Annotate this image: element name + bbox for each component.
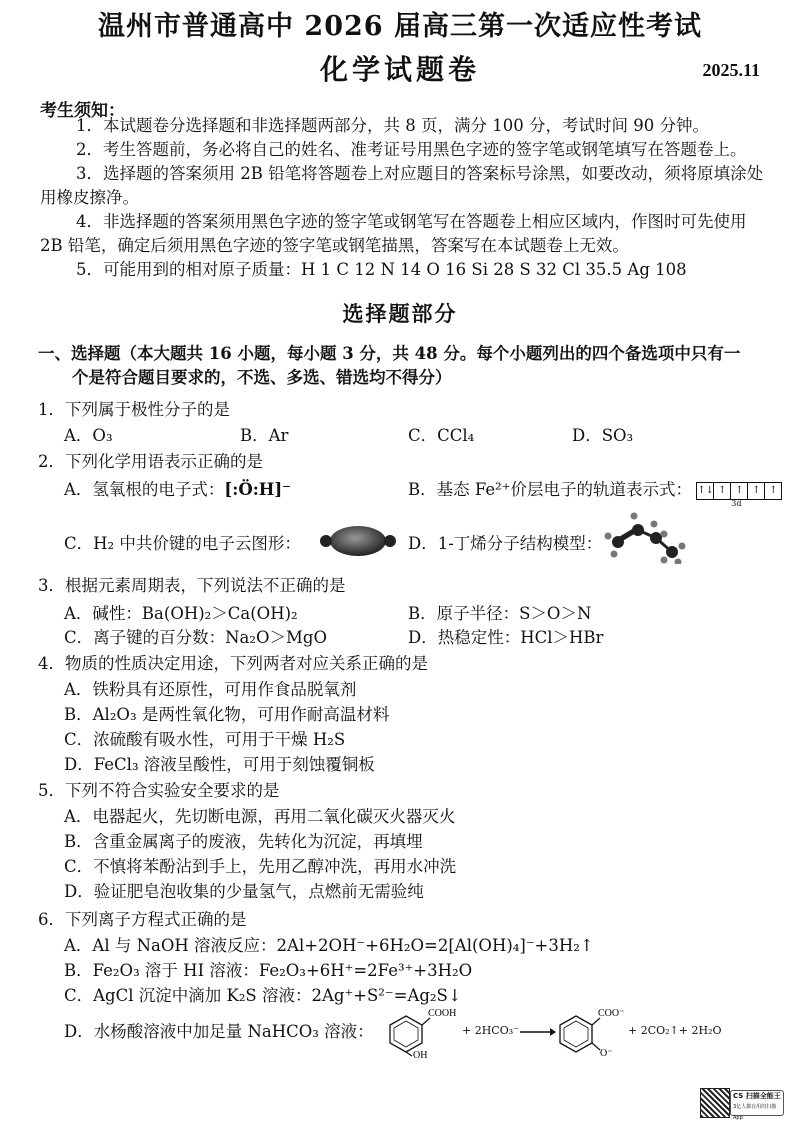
- question-5-option-a: A．电器起火，先切断电源，再用二氧化碳灭火器灭火: [64, 807, 456, 826]
- question-6-option-c: C．AgCl 沉淀中滴加 K₂S 溶液：2Ag⁺+S²⁻=Ag₂S↓: [64, 986, 462, 1005]
- electron-cloud-image: [318, 524, 398, 558]
- orbital-label: 3d: [731, 499, 742, 508]
- question-4-option-a: A．铁粉具有还原性，可用作食品脱氧剂: [64, 680, 357, 699]
- bicarbonate-reagent: + 2HCO₃⁻: [462, 1024, 519, 1037]
- notice-heading: 考生须知：: [40, 101, 125, 121]
- question-2-option-a-label: A．氢氧根的电子式：: [64, 480, 225, 499]
- question-6-option-d: D．水杨酸溶液中加足量 NaHCO₃ 溶液：: [64, 1022, 374, 1041]
- question-6-stem: 6．下列离子方程式正确的是: [38, 910, 247, 929]
- question-5-stem: 5．下列不符合实验安全要求的是: [38, 781, 280, 800]
- orbital-box-2: ↑: [713, 482, 731, 500]
- question-1-stem: 1．下列属于极性分子的是: [38, 400, 230, 419]
- orbital-box-1: ↑↓: [696, 482, 714, 500]
- question-4-option-b: B．Al₂O₃ 是两性氧化物，可用作耐高温材料: [64, 705, 390, 724]
- question-1-option-c: C．CCl₄: [408, 426, 475, 445]
- question-3-option-d: D．热稳定性：HCl＞HBr: [408, 628, 604, 647]
- question-4-option-d: D．FeCl₃ 溶液呈酸性，可用于刻蚀覆铜板: [64, 755, 375, 774]
- instruction-line-1: 一、选择题（本大题共 16 小题，每小题 3 分，共 48 分。每个小题列出的四个备选项中只有一: [38, 344, 741, 363]
- hydroxide-electron-formula: [:Ö:H]⁻: [224, 480, 291, 499]
- question-4-option-c: C．浓硫酸有吸水性，可用于干燥 H₂S: [64, 730, 346, 749]
- question-3-option-c: C．离子键的百分数：Na₂O＞MgO: [64, 628, 328, 647]
- notice-item-4-cont: 2B 铅笔，确定后须用黑色字迹的签字笔或钢笔描黑，答案写在本试题卷上无效。: [40, 236, 629, 255]
- salicylate-structure: [556, 1004, 626, 1058]
- notice-item-5: 5．可能用到的相对原子质量：H 1 C 12 N 14 O 16 Si 28 S 32 Cl 35.5 Ag 108: [76, 260, 687, 279]
- notice-item-3-cont: 用橡皮擦净。: [40, 188, 139, 207]
- question-2-option-b-label: B．基态 Fe²⁺价层电子的轨道表示式：: [408, 480, 693, 499]
- instruction-line-2: 个是符合题目要求的，不选、多选、错选均不得分）: [72, 368, 452, 387]
- question-5-option-b: B．含重金属离子的废液，先转化为沉淀，再填埋: [64, 832, 423, 851]
- exam-subtitle: 化学试题卷: [319, 53, 480, 86]
- question-2-option-d: D．1-丁烯分子结构模型：: [408, 534, 603, 553]
- coo-label: COO⁻: [598, 1008, 625, 1019]
- orbital-box-4: ↑: [747, 482, 765, 500]
- notice-item-1: 1．本试题卷分选择题和非选择题两部分，共 8 页，满分 100 分，考试时间 90 分钟。: [76, 116, 709, 135]
- question-2-option-b: [408, 476, 782, 508]
- question-1-option-a: A．O₃: [64, 426, 113, 445]
- question-2-option-a: [64, 476, 291, 500]
- section-title: 选择题部分: [342, 301, 458, 326]
- question-4-stem: 4．物质的性质决定用途，下列两者对应关系正确的是: [38, 654, 428, 673]
- question-6-option-b: B．Fe₂O₃ 溶于 HI 溶液：Fe₂O₃+6H⁺=2Fe³⁺+3H₂O: [64, 961, 473, 980]
- question-3-stem: 3．根据元素周期表，下列说法不正确的是: [38, 576, 346, 595]
- orbital-box-3: ↑: [730, 482, 748, 500]
- exam-date: 2025.11: [702, 60, 760, 80]
- notice-item-4: 4．非选择题的答案须用黑色字迹的签字笔或钢笔写在答题卷上相应区域内，作图时可先使用: [76, 212, 747, 231]
- notice-item-3: 3．选择题的答案须用 2B 铅笔将答题卷上对应题目的答案标号涂黑，如要改动，须将原填涂处: [76, 164, 764, 183]
- qr-code-icon: [700, 1088, 730, 1118]
- salicylic-acid-structure: [382, 1004, 460, 1058]
- oh-label: OH: [413, 1050, 428, 1058]
- cooh-label: COOH: [428, 1008, 457, 1019]
- question-5-option-c: C．不慎将苯酚沾到手上，先用乙醇冲洗，再用水冲洗: [64, 857, 457, 876]
- question-1-option-d: D．SO₃: [572, 426, 634, 445]
- orbital-box-5: ↑: [764, 482, 782, 500]
- notice-item-2: 2．考生答题前，务必将自己的姓名、准考证号用黑色字迹的签字笔或钢笔填写在答题卷上。: [76, 140, 747, 159]
- reaction-arrow: [520, 1026, 556, 1038]
- question-1-option-b: B．Ar: [240, 426, 289, 445]
- products: + 2CO₂↑+ 2H₂O: [628, 1024, 722, 1037]
- question-6-option-a: A．Al 与 NaOH 溶液反应：2Al+2OH⁻+6H₂O=2[Al(OH)₄]⁻+3H₂↑: [64, 936, 594, 955]
- question-2-stem: 2．下列化学用语表示正确的是: [38, 452, 263, 471]
- exam-title: 温州市普通高中 2026 届高三第一次适应性考试: [98, 11, 702, 42]
- butene-model-image: [604, 508, 688, 564]
- question-3-option-b: B．原子半径：S＞O＞N: [408, 604, 592, 623]
- question-3-option-a: A．碱性：Ba(OH)₂＞Ca(OH)₂: [64, 604, 298, 623]
- question-5-option-d: D．验证肥皂泡收集的少量氢气，点燃前无需验纯: [64, 882, 424, 901]
- question-2-option-c: C．H₂ 中共价键的电子云图形：: [64, 534, 301, 553]
- scanner-badge-sub: 3亿人都在用的扫描App: [733, 1104, 777, 1121]
- scanner-watermark: [730, 1090, 784, 1121]
- orbital-diagram: [697, 480, 782, 508]
- scanner-badge-title: CS 扫描全能王: [733, 1092, 781, 1100]
- o-minus-label: O⁻: [600, 1048, 613, 1058]
